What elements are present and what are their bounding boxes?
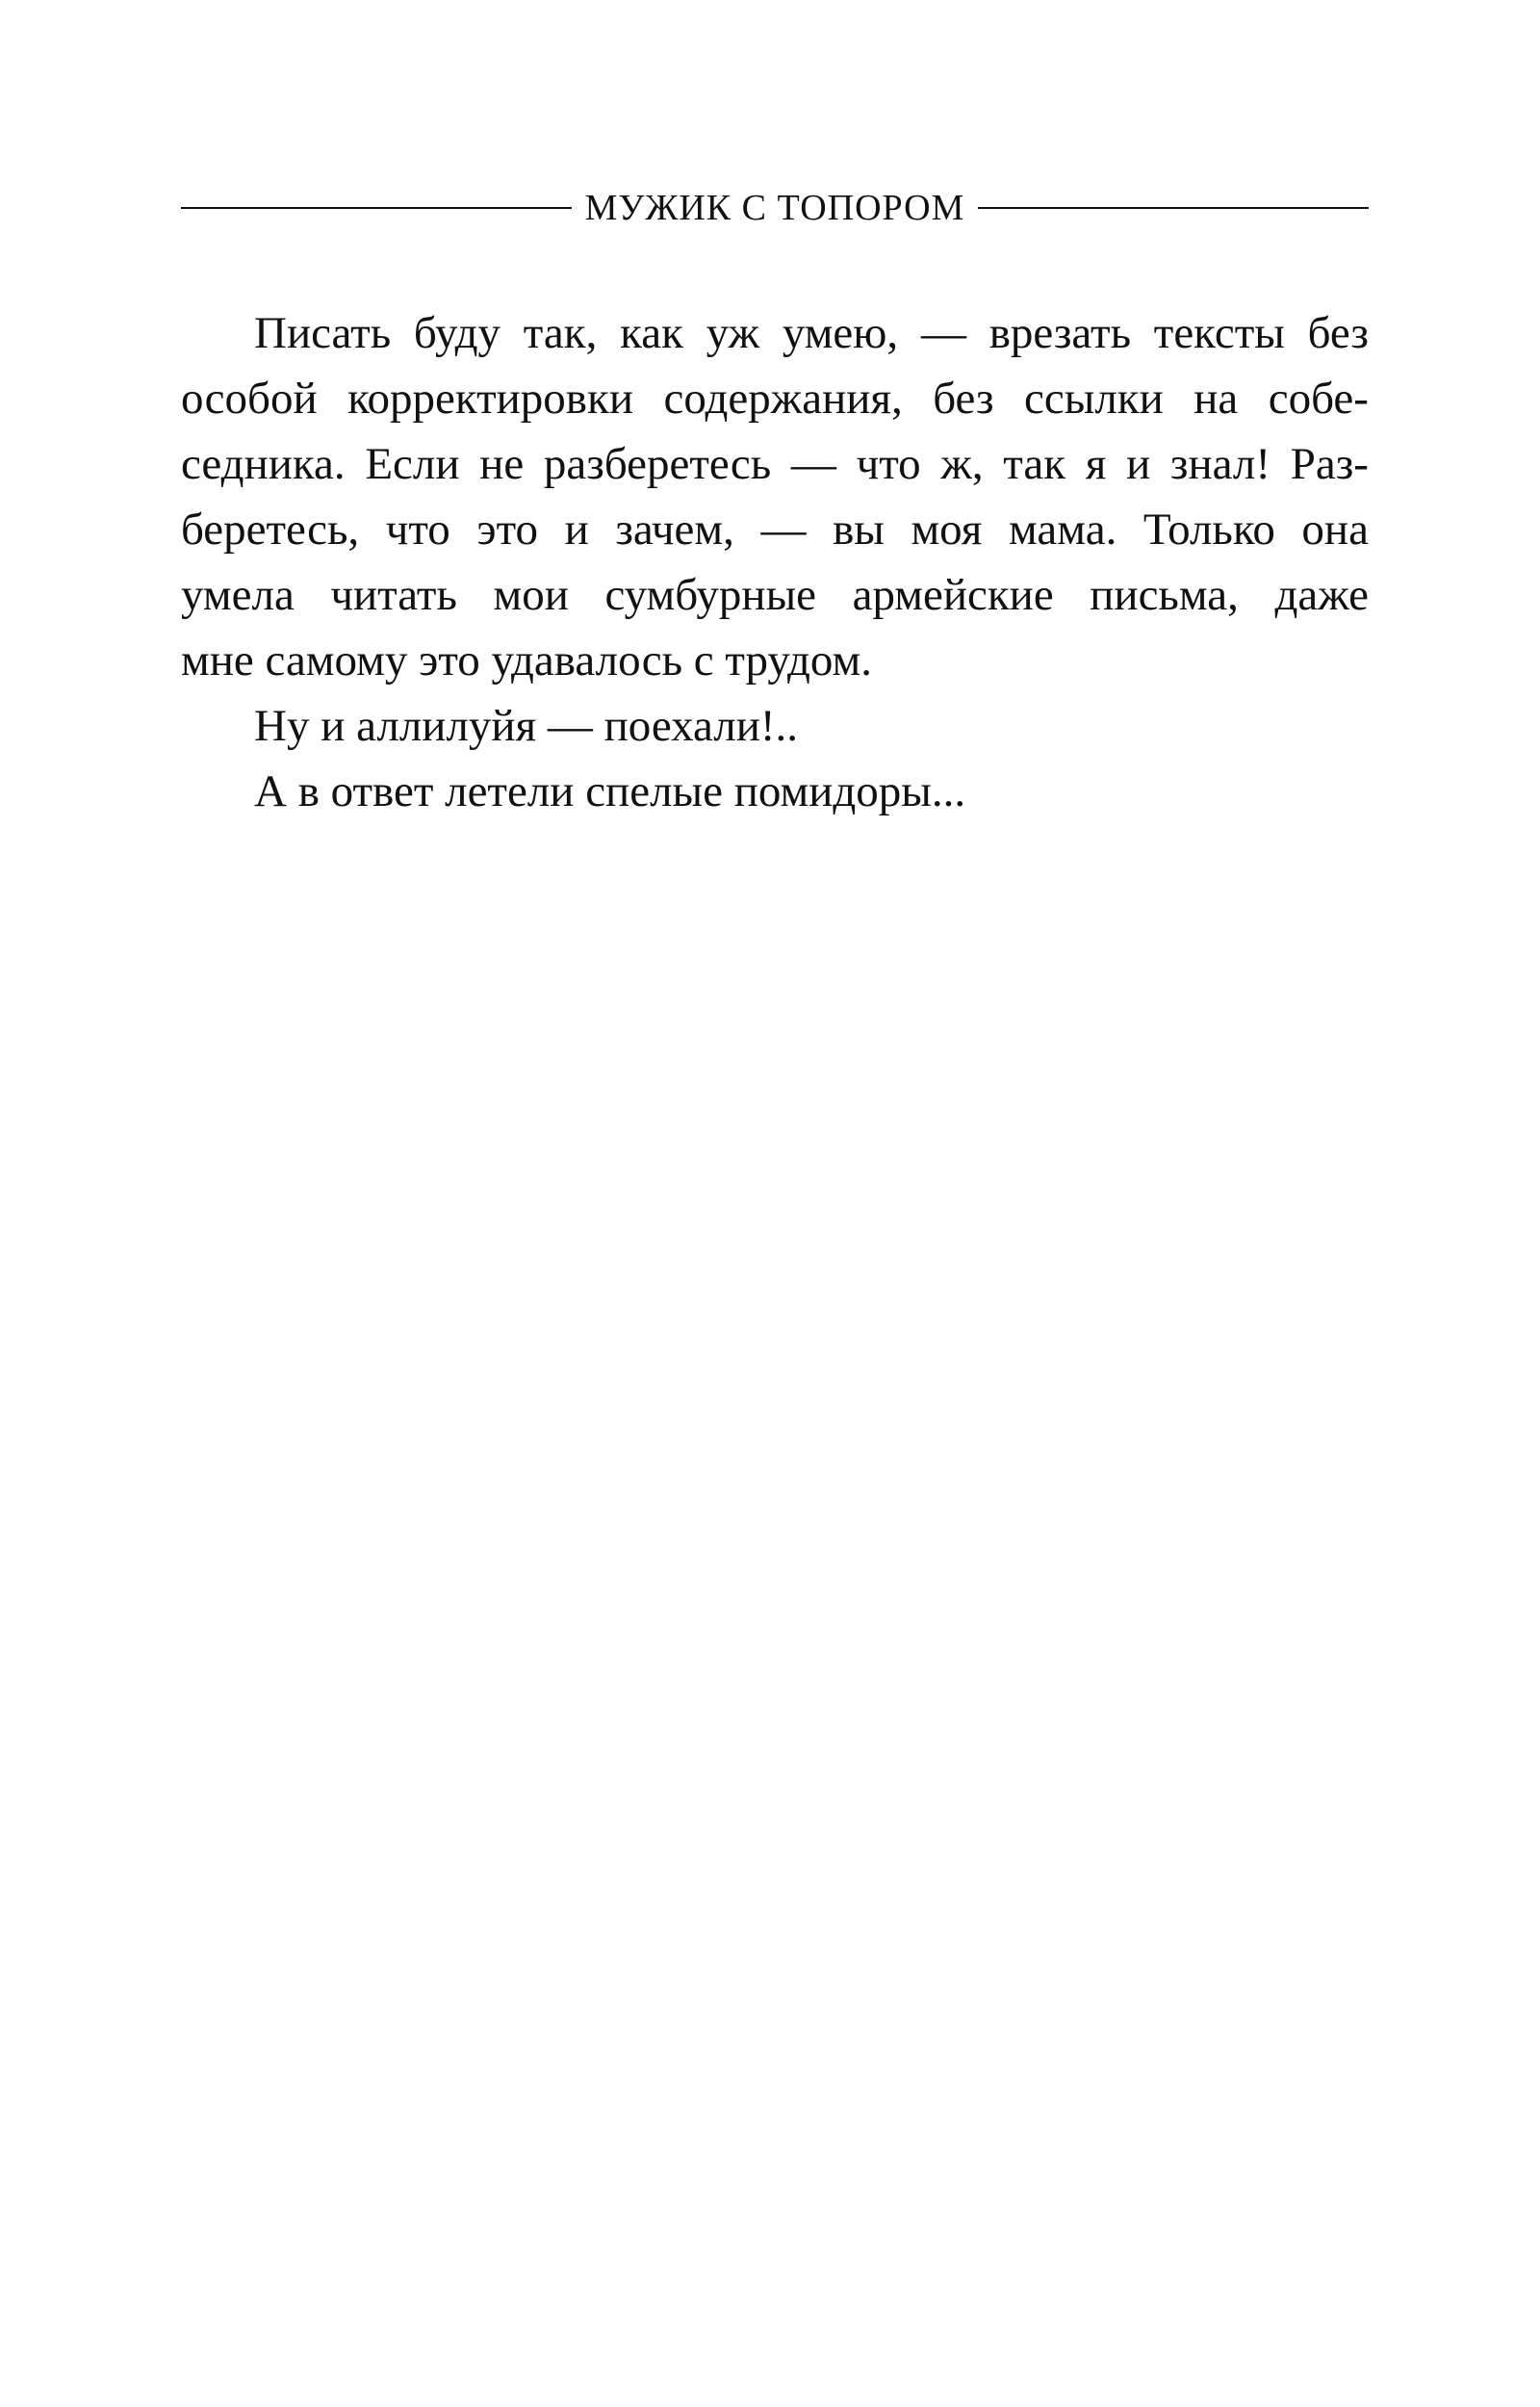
paragraph-3-line-1: А в ответ летели спелые помидоры... (254, 766, 966, 816)
word: на (1194, 374, 1239, 424)
word: и (1126, 439, 1151, 489)
paragraph-1-line-3 (181, 431, 1369, 497)
running-head-title: МУЖИК С ТОПОРОМ (584, 188, 965, 228)
word: Раз- (1290, 439, 1369, 489)
body-text (181, 300, 1369, 824)
word: вы (833, 505, 885, 555)
word: письма, (1090, 570, 1239, 620)
word: Если (365, 439, 460, 489)
word: умела (181, 570, 295, 620)
word: врезать (988, 308, 1132, 358)
word: что (385, 505, 450, 555)
word: без (1307, 308, 1369, 358)
paragraph-2 (181, 693, 1369, 759)
word: буду (413, 308, 500, 358)
word: содержания, (663, 374, 903, 424)
word: умею, (782, 308, 899, 358)
word: она (1301, 505, 1369, 555)
paragraph-1 (181, 300, 1369, 693)
header-rule-right (978, 207, 1369, 209)
word: — (760, 505, 807, 555)
word: я (1085, 439, 1107, 489)
word: — (790, 439, 836, 489)
word: уж (706, 308, 760, 358)
word: и (564, 505, 589, 555)
paragraph-2-line-1: Ну и аллилуйя — поехали!.. (254, 701, 799, 751)
word: не (479, 439, 525, 489)
word: Только (1142, 505, 1275, 555)
word: ж, (940, 439, 984, 489)
word: что (856, 439, 921, 489)
word: так (1003, 439, 1066, 489)
word: ссылки (1024, 374, 1164, 424)
word: знал! (1169, 439, 1271, 489)
word: мои (493, 570, 569, 620)
word: — (920, 308, 966, 358)
word: особой (181, 374, 318, 424)
paragraph-1-line-4 (181, 497, 1369, 562)
running-head (181, 179, 1369, 237)
word: тексты (1153, 308, 1285, 358)
word: собе- (1268, 374, 1369, 424)
word: без (933, 374, 994, 424)
word: мама. (1009, 505, 1117, 555)
word: моя (911, 505, 983, 555)
word: зачем, (615, 505, 734, 555)
word: Писать (254, 308, 392, 358)
word: беретесь, (181, 505, 360, 555)
header-rule-left (181, 207, 572, 209)
paragraph-1-line-6: мне самому это удавалось с трудом. (181, 635, 872, 686)
word: так, (523, 308, 598, 358)
word: сумбурные (604, 570, 817, 620)
paragraph-1-line-2 (181, 366, 1369, 431)
word: это (476, 505, 538, 555)
word: корректировки (347, 374, 633, 424)
word: читать (330, 570, 457, 620)
word: разберетесь (543, 439, 772, 489)
word: как (620, 308, 683, 358)
word: армейские (852, 570, 1054, 620)
paragraph-1-line-1 (181, 300, 1369, 366)
paragraph-3 (181, 759, 1369, 824)
word: седника. (181, 439, 346, 489)
word: даже (1274, 570, 1369, 620)
paragraph-1-line-5 (181, 562, 1369, 628)
